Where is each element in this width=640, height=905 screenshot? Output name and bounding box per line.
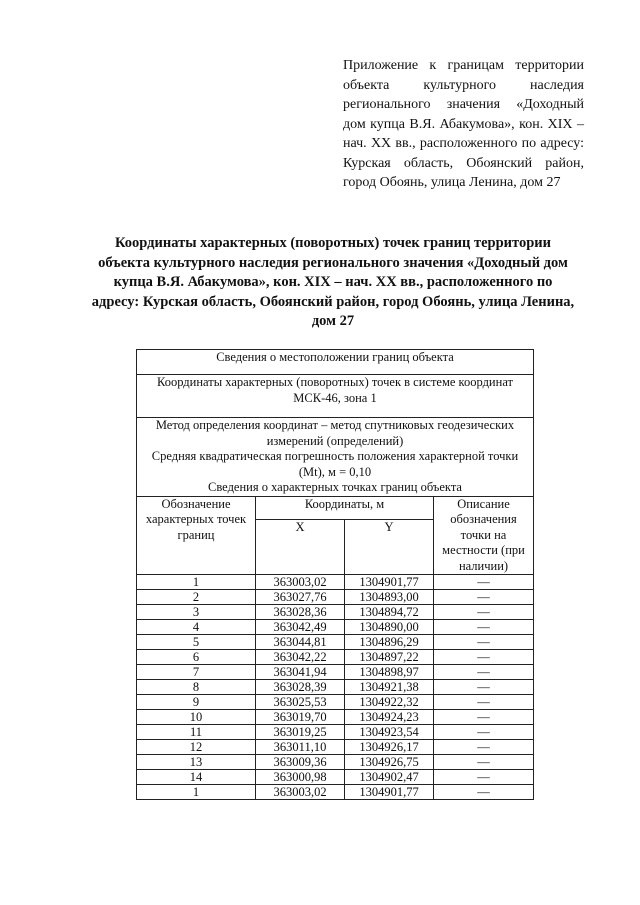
table-row xyxy=(137,725,534,740)
x-coordinate-cell: 363028,36 xyxy=(256,605,345,620)
y-coordinate-cell: 1304901,77 xyxy=(345,575,434,590)
description-cell: — xyxy=(434,575,534,590)
y-coordinate-cell: 1304898,97 xyxy=(345,665,434,680)
x-coordinate-cell: 363041,94 xyxy=(256,665,345,680)
coordinates-table xyxy=(136,349,534,800)
table-row xyxy=(137,710,534,725)
table-row xyxy=(137,635,534,650)
x-coordinate-cell: 363003,02 xyxy=(256,785,345,800)
table-section-row xyxy=(137,375,534,418)
y-coordinate-cell: 1304926,75 xyxy=(345,755,434,770)
table-row xyxy=(137,665,534,680)
point-column-header: Обозначение характерных точек границ xyxy=(137,496,256,575)
method-text: Метод определения координат – метод спутниковых геодезических измерений (определений) xyxy=(155,418,515,448)
y-coordinate-cell: 1304924,23 xyxy=(345,710,434,725)
table-row xyxy=(137,620,534,635)
description-cell: — xyxy=(434,710,534,725)
description-cell: — xyxy=(434,650,534,665)
description-cell: — xyxy=(434,740,534,755)
point-number-cell: 6 xyxy=(137,650,256,665)
points-info-text: Сведения о характерных точках границ объекта xyxy=(208,480,462,494)
table-row xyxy=(137,770,534,785)
x-coordinate-cell: 363044,81 xyxy=(256,635,345,650)
y-coordinate-cell: 1304890,00 xyxy=(345,620,434,635)
y-coordinate-cell: 1304894,72 xyxy=(345,605,434,620)
y-coordinate-cell: 1304897,22 xyxy=(345,650,434,665)
description-cell: — xyxy=(434,785,534,800)
point-number-cell: 7 xyxy=(137,665,256,680)
x-coordinate-cell: 363019,25 xyxy=(256,725,345,740)
x-coordinate-cell: 363042,22 xyxy=(256,650,345,665)
description-cell: — xyxy=(434,755,534,770)
y-column-header: Y xyxy=(345,520,434,575)
description-cell: — xyxy=(434,680,534,695)
description-cell: — xyxy=(434,770,534,785)
table-row xyxy=(137,650,534,665)
location-heading: Сведения о местоположении границ объекта xyxy=(137,350,534,375)
description-cell: — xyxy=(434,620,534,635)
x-column-header: X xyxy=(256,520,345,575)
x-coordinate-cell: 363000,98 xyxy=(256,770,345,785)
table-row xyxy=(137,680,534,695)
y-coordinate-cell: 1304896,29 xyxy=(345,635,434,650)
document-title: Координаты характерных (поворотных) точек границ территории объекта культурного наследия регионального значения «Доходный дом купца В.Я. Абакумова», кон. XIX – нач. XX вв., расположенного по адресу: Курская область, Обоянский район, город Обоянь, улица Ленина, дом 27 xyxy=(91,235,575,329)
table-row xyxy=(137,695,534,710)
y-coordinate-cell: 1304893,00 xyxy=(345,590,434,605)
y-coordinate-cell: 1304902,47 xyxy=(345,770,434,785)
table-row xyxy=(137,755,534,770)
column-header-row xyxy=(137,496,534,520)
appendix-note: Приложение к границам территории объекта культурного наследия регионального значения «Доходный дом купца В.Я. Абакумова», кон. XIX – нач. XX вв., расположенного по адресу: Курская область, Обоянский район, город Обоянь, улица Ленина, дом 27 xyxy=(343,58,584,190)
point-number-cell: 13 xyxy=(137,755,256,770)
desc-column-header: Описание обозначения точки на местности (при наличии) xyxy=(434,496,534,575)
point-number-cell: 9 xyxy=(137,695,256,710)
table-section-row xyxy=(137,350,534,375)
description-cell: — xyxy=(434,635,534,650)
point-number-cell: 1 xyxy=(137,575,256,590)
y-coordinate-cell: 1304923,54 xyxy=(345,725,434,740)
y-coordinate-cell: 1304901,77 xyxy=(345,785,434,800)
table-row xyxy=(137,740,534,755)
x-coordinate-cell: 363011,10 xyxy=(256,740,345,755)
description-cell: — xyxy=(434,665,534,680)
coord-system-cell: Координаты характерных (поворотных) точек в системе координат МСК-46, зона 1 xyxy=(137,375,534,418)
accuracy-text: Средняя квадратическая погрешность положения характерной точки (Mt), м = 0,10 xyxy=(151,449,519,479)
point-number-cell: 4 xyxy=(137,620,256,635)
point-number-cell: 3 xyxy=(137,605,256,620)
point-number-cell: 11 xyxy=(137,725,256,740)
y-coordinate-cell: 1304926,17 xyxy=(345,740,434,755)
point-number-cell: 14 xyxy=(137,770,256,785)
x-coordinate-cell: 363042,49 xyxy=(256,620,345,635)
description-cell: — xyxy=(434,605,534,620)
y-coordinate-cell: 1304921,38 xyxy=(345,680,434,695)
x-coordinate-cell: 363019,70 xyxy=(256,710,345,725)
point-number-cell: 2 xyxy=(137,590,256,605)
x-coordinate-cell: 363027,76 xyxy=(256,590,345,605)
method-cell xyxy=(137,418,534,497)
x-coordinate-cell: 363028,39 xyxy=(256,680,345,695)
x-coordinate-cell: 363009,36 xyxy=(256,755,345,770)
y-coordinate-cell: 1304922,32 xyxy=(345,695,434,710)
table-row xyxy=(137,575,534,590)
point-number-cell: 5 xyxy=(137,635,256,650)
table-row xyxy=(137,590,534,605)
table-section-row xyxy=(137,418,534,497)
point-number-cell: 8 xyxy=(137,680,256,695)
point-number-cell: 1 xyxy=(137,785,256,800)
description-cell: — xyxy=(434,725,534,740)
table-row xyxy=(137,605,534,620)
point-number-cell: 12 xyxy=(137,740,256,755)
point-number-cell: 10 xyxy=(137,710,256,725)
description-cell: — xyxy=(434,590,534,605)
x-coordinate-cell: 363025,53 xyxy=(256,695,345,710)
coords-column-header: Координаты, м xyxy=(256,496,434,520)
description-cell: — xyxy=(434,695,534,710)
x-coordinate-cell: 363003,02 xyxy=(256,575,345,590)
table-row xyxy=(137,785,534,800)
